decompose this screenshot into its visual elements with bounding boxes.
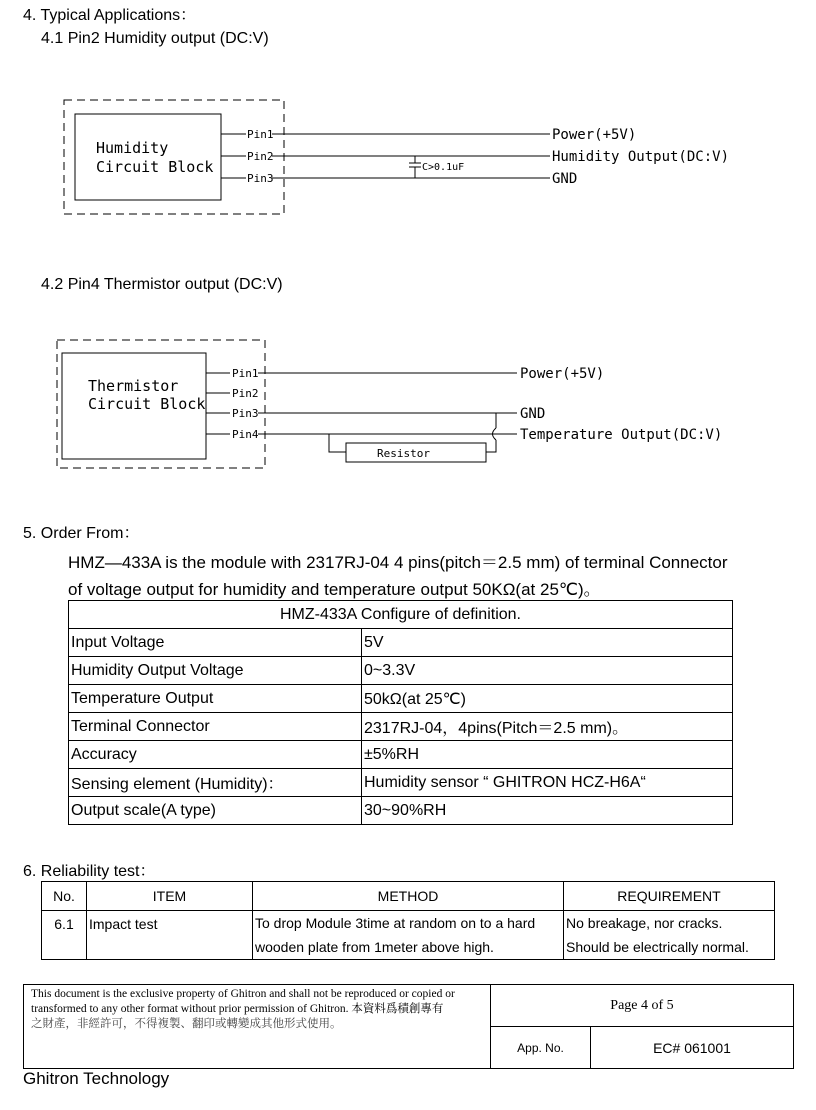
requirement-text: No breakage, nor cracks. [566, 915, 723, 931]
resistor-label: Resistor [377, 447, 430, 460]
cell: 0~3.3V [362, 657, 733, 685]
output-label: Power(+5V) [520, 366, 605, 382]
output-label: GND [520, 406, 546, 422]
block-label: Circuit Block [88, 395, 206, 413]
table-row [69, 713, 733, 741]
page-number: Page 4 of 5 [610, 998, 674, 1013]
pin-label: Pin3 [247, 172, 274, 185]
table-title: HMZ-433A Configure of definition. [69, 601, 733, 629]
pin-label: Pin1 [247, 128, 274, 141]
reliability-table [41, 881, 775, 960]
cell: 6.1 [42, 911, 87, 960]
block-label: Thermistor [88, 377, 179, 395]
table-header-row [42, 882, 775, 911]
method-text: wooden plate from 1meter above high. [255, 939, 494, 955]
humidity-circuit-diagram [0, 0, 816, 230]
output-label: Temperature Output(DC:V) [520, 427, 723, 443]
cell: Humidity Output Voltage [69, 657, 362, 685]
company-name: Ghitron Technology [23, 1069, 170, 1088]
header-cell: REQUIREMENT [564, 882, 775, 911]
table-row [69, 741, 733, 769]
output-label: Power(+5V) [552, 127, 637, 143]
table-row [69, 797, 733, 825]
capacitor-label: C>0.1uF [422, 162, 465, 173]
pin-label: Pin1 [232, 367, 259, 380]
cell [253, 911, 564, 960]
output-label: Humidity Output(DC:V) [552, 149, 730, 165]
cell: Temperature Output [69, 685, 362, 713]
cell: Impact test [87, 911, 253, 960]
app-no-value: EC# 061001 [653, 1040, 731, 1056]
method-text: To drop Module 3time at random on to a hard [255, 915, 536, 931]
cell: 5V [362, 629, 733, 657]
cell: Terminal Connector [69, 713, 362, 741]
app-no-label: App. No. [517, 1041, 564, 1055]
cell: 30~90%RH [362, 797, 733, 825]
notice-line: transformed to any other format without prior permission of Ghitron. 本資料爲積創專有 [31, 1003, 444, 1015]
section-6-title: 6. Reliability test： [23, 863, 156, 880]
footer-box [23, 984, 794, 1069]
cell: Input Voltage [69, 629, 362, 657]
section-4-title: 4. Typical Applications： [23, 7, 197, 24]
block-label: Humidity [96, 139, 169, 157]
cell: Sensing element (Humidity)： [69, 769, 362, 797]
table-row [69, 629, 733, 657]
header-cell: ITEM [87, 882, 253, 911]
order-description: of voltage output for humidity and temperature output 50KΩ(at 25℃)。 [68, 580, 601, 599]
table-row [42, 911, 775, 960]
cell: ±5%RH [362, 741, 733, 769]
thermistor-circuit-diagram [0, 330, 816, 475]
section-4-1-title: 4.1 Pin2 Humidity output (DC:V) [41, 30, 269, 47]
output-label: GND [552, 171, 578, 187]
configuration-table [68, 600, 733, 825]
cell: 2317RJ-04，4pins(Pitch＝2.5 mm)。 [362, 713, 733, 741]
pin-label: Pin2 [247, 150, 274, 163]
pin-label: Pin2 [232, 387, 259, 400]
cell: Output scale(A type) [69, 797, 362, 825]
table-row [69, 657, 733, 685]
requirement-text: Should be electrically normal. [566, 939, 749, 955]
block-label: Circuit Block [96, 158, 214, 176]
header-cell: No. [42, 882, 87, 911]
copyright-notice [31, 987, 455, 1032]
cell [564, 911, 775, 960]
pin-label: Pin3 [232, 407, 259, 420]
table-row [69, 769, 733, 797]
cell: Accuracy [69, 741, 362, 769]
notice-line: This document is the exclusive property of Ghitron and shall not be reproduced or copied or [31, 988, 455, 1000]
notice-line: 之財產，非經許可，不得複製、翻印或轉變成其他形式使用。 [31, 1018, 342, 1030]
cell: Humidity sensor “ GHITRON HCZ-H6A“ [362, 769, 733, 797]
order-description: HMZ—433A is the module with 2317RJ-04 4 pins(pitch＝2.5 mm) of terminal Connector [68, 553, 728, 572]
cell: 50kΩ(at 25℃) [362, 685, 733, 713]
table-row [69, 685, 733, 713]
header-cell: METHOD [253, 882, 564, 911]
section-5-title: 5. Order From： [23, 525, 140, 542]
pin-label: Pin4 [232, 428, 259, 441]
section-4-2-title: 4.2 Pin4 Thermistor output (DC:V) [41, 276, 283, 293]
